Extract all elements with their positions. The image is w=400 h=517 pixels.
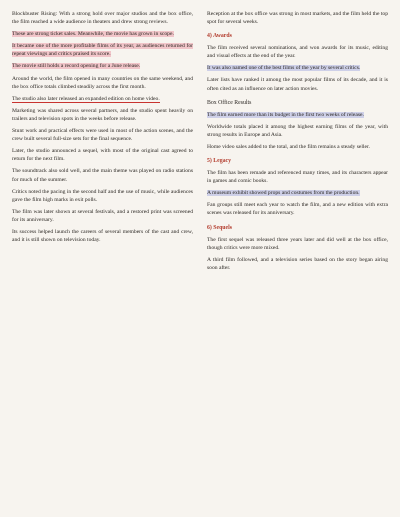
- paragraph: [12, 167, 193, 183]
- paragraph: [207, 169, 388, 185]
- left-column: [12, 10, 193, 509]
- paragraph-text: Later lists have ranked it among the most popular films of its decade, and it is often cited as an influence on later action movies.: [207, 77, 388, 92]
- paragraph-text: Stunt work and practical effects were used in most of the action scenes, and the crew built several full-size sets for the final sequence.: [12, 128, 193, 143]
- paragraph-text: The film was later shown at several festivals, and a restored print was screened for its anniversary.: [12, 208, 193, 223]
- highlighted-text: It was also named one of the best films of the year by several critics.: [207, 65, 361, 72]
- paragraph: [207, 123, 388, 139]
- paragraph-text: The film has been remade and referenced many times, and its characters appear in games and comic books.: [207, 170, 388, 185]
- highlighted-text: A museum exhibit showed props and costumes from the production.: [207, 190, 360, 197]
- paragraph: [207, 256, 388, 272]
- paragraph-text: Reception at the box office was strong in most markets, and the film held the top spot for several weeks.: [207, 11, 388, 26]
- paragraph-text: The film received several nominations, and won awards for its music, editing and visual effects at the end of the year.: [207, 45, 388, 60]
- paragraph: [207, 111, 388, 119]
- paragraph: [207, 236, 388, 252]
- highlighted-text: The movie still holds a record opening for a June release.: [12, 63, 141, 70]
- paragraph: [12, 208, 193, 224]
- paragraph-text: Critics noted the pacing in the second half and the use of music, while audiences gave the film high marks in exit polls.: [12, 188, 193, 203]
- paragraph-text: Around the world, the film opened in many countries on the same weekend, and the box office totals climbed steadily across the first month.: [12, 75, 193, 90]
- paragraph: [207, 201, 388, 217]
- paragraph-text: Fan groups still meet each year to watch the film, and a new edition with extra scenes was released for its anniversary.: [207, 202, 388, 217]
- paragraph-text: Marketing was shared across several partners, and the studio spent heavily on trailers and television spots in the weeks before release.: [12, 107, 193, 122]
- paragraph-text: The first sequel was released three years later and did well at the box office, though critics were more mixed.: [207, 236, 388, 251]
- paragraph-text: A third film followed, and a television series based on the story began airing soon after.: [207, 256, 388, 271]
- paragraph: [12, 228, 193, 244]
- paragraph: [12, 42, 193, 58]
- paragraph: [12, 62, 193, 70]
- highlighted-text: The film earned more than its budget in the first two weeks of release.: [207, 111, 364, 118]
- paragraph-text: The soundtrack also sold well, and the main theme was played on radio stations for much of the summer.: [12, 168, 193, 183]
- paragraph: [207, 76, 388, 92]
- paragraph: [12, 75, 193, 91]
- section-heading: 6) Sequels: [207, 224, 232, 231]
- paragraph: [12, 95, 193, 103]
- paragraph-text: Blockbuster Rising: With a strong hold over major studios and the box office, the film reached a wide audience in theaters and drew strong reviews.: [12, 11, 193, 26]
- paragraph-text: Worldwide totals placed it among the highest earning films of the year, with strong results in Europe and Asia.: [207, 123, 388, 138]
- paragraph: [12, 10, 193, 26]
- highlighted-text: These are strong ticket sales. Meanwhile, the movie has grown in scope.: [12, 31, 174, 38]
- paragraph-text: Later, the studio announced a sequel, with most of the original cast agreed to return for the next film.: [12, 148, 193, 163]
- paragraph: [207, 10, 388, 26]
- section-heading: Box Office Results: [207, 99, 252, 106]
- paragraph: [12, 188, 193, 204]
- paragraph: [12, 127, 193, 143]
- underlined-text: The studio also later released an expanded edition on home video.: [12, 95, 160, 102]
- highlighted-text: It became one of the more profitable films of its year, as audiences returned for repeat viewings and critics praised its score.: [12, 43, 193, 58]
- paragraph: [207, 64, 388, 72]
- section-heading: 4) Awards: [207, 33, 232, 40]
- section-heading: 5) Legacy: [207, 158, 231, 165]
- right-column: [207, 10, 388, 509]
- paragraph-text: Home video sales added to the total, and the film remains a steady seller.: [207, 143, 370, 150]
- paragraph: [12, 107, 193, 123]
- paragraph: [207, 44, 388, 60]
- paragraph: [207, 143, 388, 151]
- paragraph: [12, 147, 193, 163]
- paragraph-text: Its success helped launch the careers of several members of the cast and crew, and it is still shown on television today.: [12, 228, 193, 244]
- paragraph: [207, 189, 388, 197]
- paragraph: [12, 30, 193, 38]
